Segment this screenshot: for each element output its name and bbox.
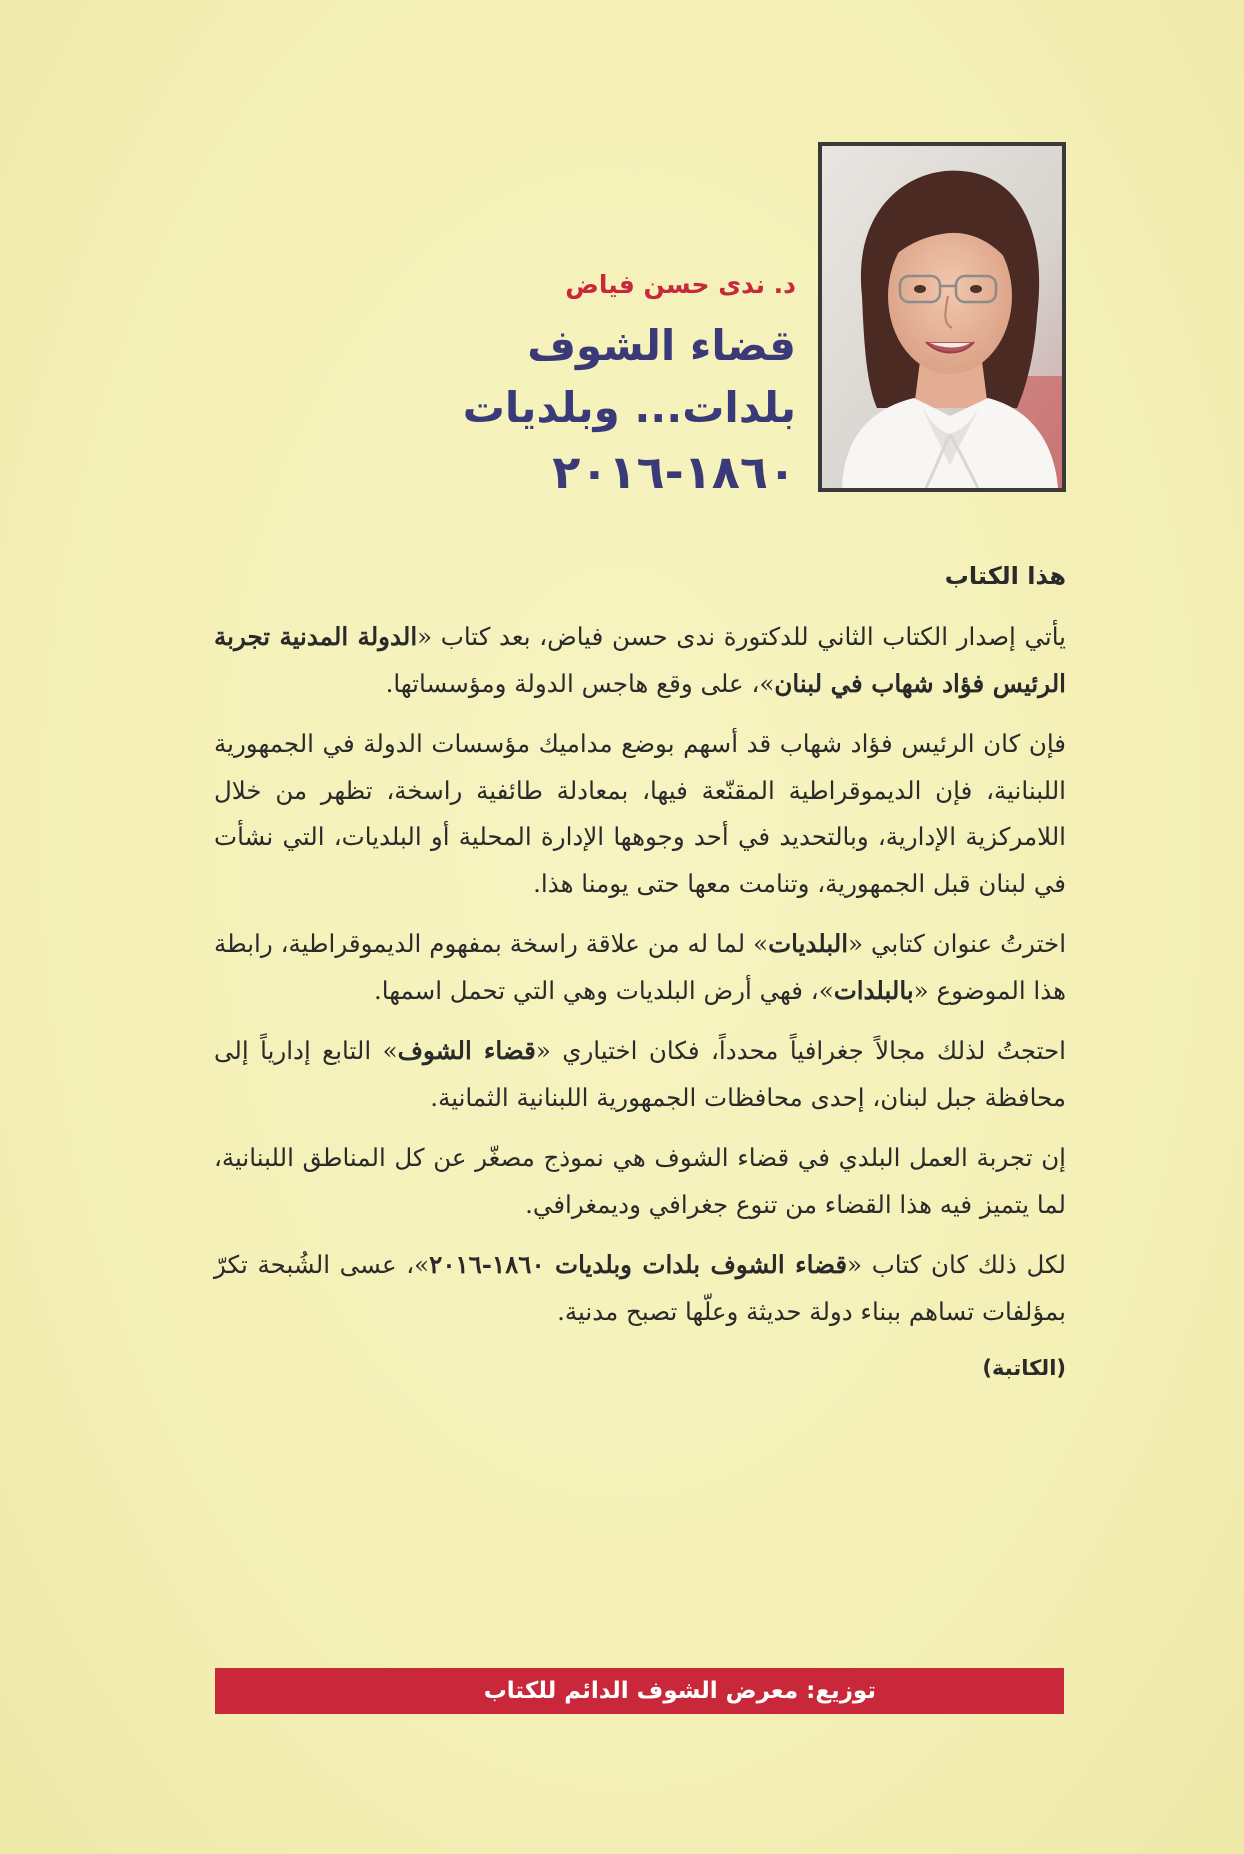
p1-text-c: »، على وقع هاجس الدولة ومؤسساتها. [385, 668, 775, 698]
author-signature: (الكاتبة) [982, 1356, 1066, 1380]
blurb-text [214, 614, 1066, 1392]
title-years: ١٨٦٠-٢٠١٦ [552, 445, 796, 499]
p3-text-e: »، فهي أرض البلديات وهي التي تحمل اسمها. [373, 975, 834, 1005]
author-name: د. ندى حسن فياض [565, 270, 796, 299]
book-title [463, 315, 796, 505]
p6-text-a: لكل ذلك كان كتاب « [847, 1250, 1066, 1279]
p3-bold-towns: بالبلدات [833, 975, 914, 1005]
p4-text-c: » التابع إدارياً إلى محافظة جبل لبنان، إحدى محافظات الجمهورية اللبنانية الثمانية. [214, 1036, 1066, 1112]
p6-text-c: »، عسى الشُبحة تكرّ بمؤلفات تساهم ببناء دولة حديثة وعلّها تصبح مدنية. [214, 1250, 1066, 1326]
p6-bold-book-title: قضاء الشوف بلدات وبلديات ١٨٦٠-٢٠١٦ [429, 1250, 848, 1279]
paragraph-3 [214, 921, 1066, 1014]
p4-bold-district: قضاء الشوف [397, 1036, 536, 1065]
section-heading: هذا الكتاب [944, 562, 1066, 590]
distribution-banner: توزيع: معرض الشوف الدائم للكتاب [215, 1668, 1064, 1714]
paragraph-1 [214, 614, 1066, 707]
p1-text-a: يأتي إصدار الكتاب الثاني للدكتورة ندى حسن فياض، بعد كتاب « [417, 622, 1066, 651]
p3-text-a: اخترتُ عنوان كتابي « [848, 929, 1066, 958]
title-line-2: بلدات... وبلديات [462, 383, 796, 432]
paragraph-4 [214, 1028, 1066, 1121]
p3-text-c: » لما له من علاقة راسخة بمفهوم الديموقراطية، رابطة هذا الموضوع « [214, 929, 1066, 1005]
p4-text-a: احتجتُ لذلك مجالاً جغرافياً محدداً، فكان اختياري « [535, 1036, 1066, 1065]
p1-bold-title: الدولة المدنية تجربة الرئيس فؤاد شهاب في لبنان [214, 622, 1066, 698]
author-photo [818, 142, 1066, 492]
paragraph-5: إن تجربة العمل البلدي في قضاء الشوف هي نموذج مصغّر عن كل المناطق اللبنانية، لما يتميز فيه هذا القضاء من تنوع جغرافي وديمغرافي. [214, 1143, 1066, 1219]
paragraph-2: فإن كان الرئيس فؤاد شهاب قد أسهم بوضع مداميك مؤسسات الدولة في الجمهورية اللبنانية، فإن الديموقراطية المقنّعة فيها، بمعادلة طائفية راسخة، تظهر من خلال اللامركزية الإدارية، وبالتحديد في أحد وجوهها الإدارة المحلية أو البلديات، التي نشأت في لبنان قبل الجمهورية، وتنامت معها حتى يومنا هذا. [214, 729, 1066, 898]
paragraph-6 [214, 1242, 1066, 1335]
author-portrait-image [822, 146, 1062, 488]
p3-bold-municipalities: البلديات [768, 929, 849, 958]
title-line-1: قضاء الشوف [527, 321, 796, 370]
